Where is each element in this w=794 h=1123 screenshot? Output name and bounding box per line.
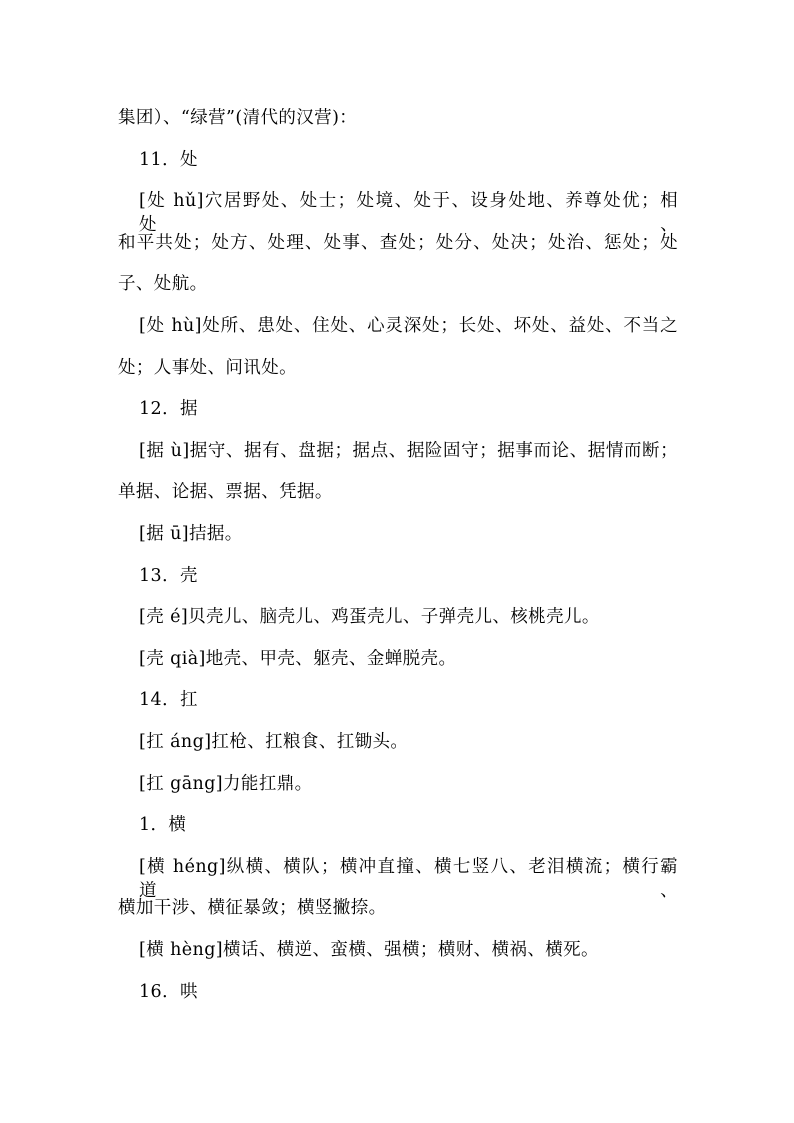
text-line: 子、处航。	[118, 274, 208, 294]
text-line: [据 ū]拮据。	[139, 524, 243, 544]
section-heading: 1．横	[139, 815, 187, 835]
text-line: [壳 é]贝壳儿、脑壳儿、鸡蛋壳儿、子弹壳儿、核桃壳儿。	[139, 607, 600, 627]
section-heading: 12．据	[139, 399, 198, 419]
text-line: 横加干涉、横征暴敛；横竖撇捺。	[118, 898, 387, 918]
text-line: 集团）、“绿营”(清代的汉营)：	[118, 108, 358, 128]
section-heading: 11．处	[139, 150, 198, 170]
section-heading: 13．壳	[139, 566, 198, 586]
text-line: 和平共处；处方、处理、处事、查处；处分、处决；处治、惩处；处	[118, 233, 678, 253]
section-heading: 16．哄	[139, 982, 198, 1002]
text-line: [处 hǔ]穴居野处、处士；处境、处于、设身处地、养尊处优；相处、	[139, 191, 678, 235]
text-line: [横 hèng]横话、横逆、蛮横、强横；横财、横祸、横死。	[139, 940, 599, 960]
text-line: [据 ù]据守、据有、盘据；据点、据险固守；据事而论、据情而断；	[139, 441, 678, 461]
section-heading: 14．扛	[139, 690, 198, 710]
text-line: 处；人事处、问讯处。	[118, 358, 297, 378]
text-line: 单据、论据、票据、凭据。	[118, 482, 333, 502]
text-line: [处 hù]处所、患处、住处、心灵深处；长处、坏处、益处、不当之	[139, 316, 678, 336]
text-line: [横 héng]纵横、横队；横冲直撞、横七竖八、老泪横流；横行霸道、	[139, 857, 678, 901]
text-line: [扛 áng]扛枪、扛粮食、扛锄头。	[139, 732, 409, 752]
text-line: [壳 qià]地壳、甲壳、躯壳、金蝉脱壳。	[139, 649, 457, 669]
text-line: [扛 gāng]力能扛鼎。	[139, 774, 313, 794]
